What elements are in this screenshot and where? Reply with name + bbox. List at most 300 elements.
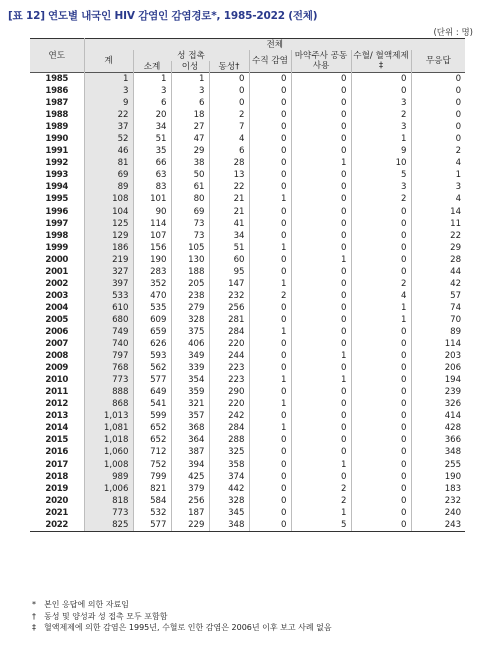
hiv-infection-route-table bbox=[30, 38, 465, 532]
unit-label: (단위 : 명) bbox=[433, 28, 473, 38]
value-cell: 1 bbox=[249, 374, 291, 386]
value-cell: 773 bbox=[84, 374, 133, 386]
value-cell: 21 bbox=[209, 206, 249, 218]
value-cell: 1 bbox=[249, 398, 291, 410]
value-cell: 205 bbox=[171, 278, 209, 290]
table-row bbox=[30, 254, 465, 266]
value-cell: 28 bbox=[411, 254, 465, 266]
value-cell: 156 bbox=[133, 242, 171, 254]
value-cell: 584 bbox=[133, 495, 171, 507]
value-cell: 0 bbox=[249, 266, 291, 278]
year-cell: 2011 bbox=[45, 387, 69, 398]
value-cell: 34 bbox=[133, 121, 171, 133]
value-cell: 577 bbox=[133, 374, 171, 386]
value-cell: 0 bbox=[291, 410, 351, 422]
value-cell: 1 bbox=[249, 193, 291, 205]
value-cell: 37 bbox=[84, 121, 133, 133]
value-cell: 114 bbox=[133, 218, 171, 230]
value-cell: 599 bbox=[133, 410, 171, 422]
value-cell: 0 bbox=[291, 230, 351, 242]
value-cell: 0 bbox=[291, 97, 351, 109]
year-cell: 1991 bbox=[45, 146, 69, 157]
header-sexual-contact: 성 접촉 bbox=[133, 50, 249, 61]
value-cell: 1,081 bbox=[84, 422, 133, 434]
value-cell: 188 bbox=[171, 266, 209, 278]
year-cell: 2012 bbox=[45, 399, 69, 410]
table-row bbox=[30, 242, 465, 254]
year-cell: 2003 bbox=[45, 290, 69, 301]
value-cell: 125 bbox=[84, 218, 133, 230]
table-row bbox=[30, 230, 465, 242]
value-cell: 0 bbox=[209, 73, 249, 86]
table-row bbox=[30, 386, 465, 398]
value-cell: 0 bbox=[249, 206, 291, 218]
value-cell: 712 bbox=[133, 446, 171, 458]
value-cell: 1 bbox=[133, 73, 171, 86]
value-cell: 0 bbox=[291, 121, 351, 133]
value-cell: 2 bbox=[249, 290, 291, 302]
year-cell: 2001 bbox=[45, 266, 69, 277]
year-cell: 1993 bbox=[45, 170, 69, 181]
year-cell: 1987 bbox=[45, 98, 69, 109]
value-cell: 6 bbox=[171, 97, 209, 109]
value-cell: 0 bbox=[411, 85, 465, 97]
value-cell: 1 bbox=[249, 278, 291, 290]
year-cell: 2002 bbox=[45, 278, 69, 289]
value-cell: 3 bbox=[133, 85, 171, 97]
value-cell: 818 bbox=[84, 495, 133, 507]
value-cell: 73 bbox=[171, 230, 209, 242]
value-cell: 2 bbox=[209, 109, 249, 121]
table-row bbox=[30, 410, 465, 422]
value-cell: 114 bbox=[411, 338, 465, 350]
footnote-mark: ‡ bbox=[32, 623, 36, 632]
value-cell: 288 bbox=[209, 434, 249, 446]
year-cell: 2010 bbox=[45, 375, 69, 386]
value-cell: 1 bbox=[249, 242, 291, 254]
table-row bbox=[30, 278, 465, 290]
value-cell: 442 bbox=[209, 483, 249, 495]
table-row bbox=[30, 169, 465, 181]
year-cell: 1992 bbox=[45, 158, 69, 169]
table-row bbox=[30, 338, 465, 350]
value-cell: 129 bbox=[84, 230, 133, 242]
value-cell: 0 bbox=[351, 242, 411, 254]
value-cell: 284 bbox=[209, 422, 249, 434]
value-cell: 0 bbox=[249, 85, 291, 97]
value-cell: 0 bbox=[249, 133, 291, 145]
value-cell: 1 bbox=[291, 350, 351, 362]
value-cell: 0 bbox=[249, 121, 291, 133]
year-cell: 1990 bbox=[45, 134, 69, 145]
value-cell: 1 bbox=[171, 73, 209, 86]
value-cell: 0 bbox=[351, 471, 411, 483]
value-cell: 29 bbox=[171, 145, 209, 157]
value-cell: 0 bbox=[291, 434, 351, 446]
value-cell: 1 bbox=[291, 254, 351, 266]
value-cell: 21 bbox=[209, 193, 249, 205]
table-row bbox=[30, 314, 465, 326]
value-cell: 1 bbox=[351, 133, 411, 145]
value-cell: 147 bbox=[209, 278, 249, 290]
value-cell: 593 bbox=[133, 350, 171, 362]
value-cell: 4 bbox=[209, 133, 249, 145]
value-cell: 0 bbox=[351, 483, 411, 495]
footnote bbox=[32, 622, 332, 634]
value-cell: 349 bbox=[171, 350, 209, 362]
value-cell: 326 bbox=[411, 398, 465, 410]
value-cell: 366 bbox=[411, 434, 465, 446]
value-cell: 425 bbox=[171, 471, 209, 483]
year-cell: 2020 bbox=[45, 495, 69, 506]
value-cell: 203 bbox=[411, 350, 465, 362]
value-cell: 183 bbox=[411, 483, 465, 495]
footnote-text: 혈액제제에 의한 감염은 1995년, 수혈로 인한 감염은 2006년 이후 보고 사례 없음 bbox=[44, 623, 332, 632]
value-cell: 0 bbox=[351, 230, 411, 242]
table-row bbox=[30, 519, 465, 532]
value-cell: 220 bbox=[209, 398, 249, 410]
value-cell: 364 bbox=[171, 434, 209, 446]
value-cell: 773 bbox=[84, 507, 133, 519]
value-cell: 0 bbox=[249, 157, 291, 169]
value-cell: 51 bbox=[133, 133, 171, 145]
value-cell: 0 bbox=[291, 314, 351, 326]
value-cell: 1,006 bbox=[84, 483, 133, 495]
value-cell: 57 bbox=[411, 290, 465, 302]
value-cell: 0 bbox=[351, 73, 411, 86]
value-cell: 414 bbox=[411, 410, 465, 422]
year-cell: 2004 bbox=[45, 302, 69, 313]
value-cell: 66 bbox=[133, 157, 171, 169]
year-cell: 2005 bbox=[45, 314, 69, 325]
value-cell: 1 bbox=[411, 169, 465, 181]
value-cell: 255 bbox=[411, 459, 465, 471]
value-cell: 562 bbox=[133, 362, 171, 374]
value-cell: 0 bbox=[291, 109, 351, 121]
value-cell: 27 bbox=[171, 121, 209, 133]
value-cell: 50 bbox=[171, 169, 209, 181]
value-cell: 284 bbox=[209, 326, 249, 338]
value-cell: 0 bbox=[351, 386, 411, 398]
value-cell: 0 bbox=[351, 266, 411, 278]
footnote-text: 본인 응답에 의한 자료임 bbox=[44, 600, 129, 609]
value-cell: 0 bbox=[249, 109, 291, 121]
year-cell: 2006 bbox=[45, 327, 69, 337]
value-cell: 1 bbox=[291, 374, 351, 386]
table-row bbox=[30, 350, 465, 362]
value-cell: 652 bbox=[133, 422, 171, 434]
header-blood: 수혈/ 혈액제제‡ bbox=[351, 50, 411, 73]
year-cell: 2015 bbox=[45, 435, 69, 446]
value-cell: 232 bbox=[209, 290, 249, 302]
value-cell: 328 bbox=[209, 495, 249, 507]
value-cell: 190 bbox=[411, 471, 465, 483]
value-cell: 0 bbox=[249, 169, 291, 181]
value-cell: 6 bbox=[133, 97, 171, 109]
value-cell: 0 bbox=[249, 362, 291, 374]
value-cell: 379 bbox=[171, 483, 209, 495]
value-cell: 0 bbox=[249, 230, 291, 242]
value-cell: 220 bbox=[209, 338, 249, 350]
year-cell: 2009 bbox=[45, 363, 69, 374]
value-cell: 74 bbox=[411, 302, 465, 314]
value-cell: 223 bbox=[209, 374, 249, 386]
value-cell: 0 bbox=[291, 338, 351, 350]
value-cell: 0 bbox=[209, 97, 249, 109]
year-cell: 2007 bbox=[45, 339, 69, 350]
value-cell: 2 bbox=[291, 495, 351, 507]
value-cell: 51 bbox=[209, 242, 249, 254]
table-row bbox=[30, 206, 465, 218]
value-cell: 0 bbox=[411, 121, 465, 133]
value-cell: 1,060 bbox=[84, 446, 133, 458]
table-row bbox=[30, 362, 465, 374]
footnotes bbox=[32, 599, 332, 634]
value-cell: 101 bbox=[133, 193, 171, 205]
table-row bbox=[30, 121, 465, 133]
year-cell: 1995 bbox=[45, 194, 69, 205]
value-cell: 206 bbox=[411, 362, 465, 374]
table-row bbox=[30, 302, 465, 314]
table-row bbox=[30, 181, 465, 193]
value-cell: 22 bbox=[84, 109, 133, 121]
header-vertical: 수직 감염 bbox=[249, 50, 291, 73]
year-cell: 1994 bbox=[45, 182, 69, 193]
value-cell: 70 bbox=[411, 314, 465, 326]
table-row bbox=[30, 266, 465, 278]
value-cell: 22 bbox=[209, 181, 249, 193]
value-cell: 0 bbox=[249, 314, 291, 326]
value-cell: 0 bbox=[291, 266, 351, 278]
table-row bbox=[30, 459, 465, 471]
table-row bbox=[30, 193, 465, 205]
value-cell: 3 bbox=[84, 85, 133, 97]
value-cell: 0 bbox=[249, 459, 291, 471]
value-cell: 328 bbox=[171, 314, 209, 326]
value-cell: 352 bbox=[133, 278, 171, 290]
value-cell: 190 bbox=[133, 254, 171, 266]
table-row bbox=[30, 483, 465, 495]
value-cell: 243 bbox=[411, 519, 465, 532]
value-cell: 358 bbox=[209, 459, 249, 471]
value-cell: 797 bbox=[84, 350, 133, 362]
value-cell: 281 bbox=[209, 314, 249, 326]
value-cell: 0 bbox=[249, 350, 291, 362]
value-cell: 0 bbox=[249, 386, 291, 398]
table-row bbox=[30, 398, 465, 410]
value-cell: 0 bbox=[351, 446, 411, 458]
value-cell: 0 bbox=[351, 398, 411, 410]
value-cell: 0 bbox=[291, 422, 351, 434]
value-cell: 4 bbox=[411, 193, 465, 205]
table-row bbox=[30, 85, 465, 97]
value-cell: 9 bbox=[351, 145, 411, 157]
value-cell: 0 bbox=[351, 519, 411, 532]
value-cell: 69 bbox=[84, 169, 133, 181]
table-row bbox=[30, 326, 465, 338]
value-cell: 0 bbox=[291, 193, 351, 205]
value-cell: 428 bbox=[411, 422, 465, 434]
table-row bbox=[30, 109, 465, 121]
value-cell: 2 bbox=[351, 109, 411, 121]
value-cell: 256 bbox=[209, 302, 249, 314]
value-cell: 279 bbox=[171, 302, 209, 314]
value-cell: 0 bbox=[291, 181, 351, 193]
value-cell: 0 bbox=[291, 169, 351, 181]
value-cell: 81 bbox=[84, 157, 133, 169]
value-cell: 868 bbox=[84, 398, 133, 410]
value-cell: 1,013 bbox=[84, 410, 133, 422]
table-row bbox=[30, 290, 465, 302]
value-cell: 680 bbox=[84, 314, 133, 326]
header-total-group: 전체 bbox=[84, 39, 465, 51]
value-cell: 60 bbox=[209, 254, 249, 266]
value-cell: 89 bbox=[84, 181, 133, 193]
value-cell: 69 bbox=[171, 206, 209, 218]
value-cell: 348 bbox=[209, 519, 249, 532]
value-cell: 0 bbox=[351, 206, 411, 218]
value-cell: 242 bbox=[209, 410, 249, 422]
value-cell: 1 bbox=[291, 459, 351, 471]
year-cell: 2017 bbox=[45, 459, 69, 470]
value-cell: 130 bbox=[171, 254, 209, 266]
value-cell: 35 bbox=[133, 145, 171, 157]
value-cell: 325 bbox=[209, 446, 249, 458]
value-cell: 0 bbox=[249, 302, 291, 314]
table-row bbox=[30, 157, 465, 169]
footnote bbox=[32, 599, 332, 611]
value-cell: 0 bbox=[411, 109, 465, 121]
value-cell: 1 bbox=[291, 157, 351, 169]
value-cell: 238 bbox=[171, 290, 209, 302]
value-cell: 1 bbox=[351, 314, 411, 326]
value-cell: 0 bbox=[351, 495, 411, 507]
value-cell: 0 bbox=[291, 242, 351, 254]
value-cell: 888 bbox=[84, 386, 133, 398]
header-year: 연도 bbox=[30, 39, 84, 73]
value-cell: 22 bbox=[411, 230, 465, 242]
value-cell: 1 bbox=[84, 73, 133, 86]
value-cell: 2 bbox=[351, 278, 411, 290]
header-drug: 마약주사 공동사용 bbox=[291, 50, 351, 73]
header-no-response: 무응답 bbox=[411, 50, 465, 73]
value-cell: 219 bbox=[84, 254, 133, 266]
year-cell: 1988 bbox=[45, 110, 69, 121]
value-cell: 3 bbox=[351, 181, 411, 193]
value-cell: 104 bbox=[84, 206, 133, 218]
year-cell: 2014 bbox=[45, 423, 69, 434]
year-cell: 2018 bbox=[45, 471, 69, 482]
year-cell: 2016 bbox=[45, 447, 69, 458]
value-cell: 194 bbox=[411, 374, 465, 386]
value-cell: 73 bbox=[171, 218, 209, 230]
value-cell: 1,008 bbox=[84, 459, 133, 471]
value-cell: 397 bbox=[84, 278, 133, 290]
value-cell: 47 bbox=[171, 133, 209, 145]
value-cell: 5 bbox=[351, 169, 411, 181]
value-cell: 740 bbox=[84, 338, 133, 350]
value-cell: 0 bbox=[249, 519, 291, 532]
value-cell: 0 bbox=[249, 338, 291, 350]
value-cell: 348 bbox=[411, 446, 465, 458]
value-cell: 1 bbox=[249, 326, 291, 338]
table-row bbox=[30, 471, 465, 483]
value-cell: 0 bbox=[351, 422, 411, 434]
year-cell: 1986 bbox=[45, 86, 69, 97]
value-cell: 0 bbox=[351, 374, 411, 386]
value-cell: 61 bbox=[171, 181, 209, 193]
value-cell: 0 bbox=[291, 326, 351, 338]
value-cell: 2 bbox=[411, 145, 465, 157]
value-cell: 652 bbox=[133, 434, 171, 446]
value-cell: 7 bbox=[209, 121, 249, 133]
value-cell: 240 bbox=[411, 507, 465, 519]
value-cell: 0 bbox=[249, 507, 291, 519]
value-cell: 989 bbox=[84, 471, 133, 483]
value-cell: 256 bbox=[171, 495, 209, 507]
value-cell: 0 bbox=[351, 362, 411, 374]
header-total: 계 bbox=[84, 50, 133, 73]
value-cell: 5 bbox=[291, 519, 351, 532]
value-cell: 345 bbox=[209, 507, 249, 519]
year-cell: 2021 bbox=[45, 507, 69, 518]
table-row bbox=[30, 133, 465, 145]
value-cell: 290 bbox=[209, 386, 249, 398]
value-cell: 0 bbox=[291, 386, 351, 398]
table-row bbox=[30, 218, 465, 230]
value-cell: 0 bbox=[411, 73, 465, 86]
value-cell: 541 bbox=[133, 398, 171, 410]
value-cell: 232 bbox=[411, 495, 465, 507]
value-cell: 0 bbox=[351, 218, 411, 230]
value-cell: 0 bbox=[291, 145, 351, 157]
value-cell: 187 bbox=[171, 507, 209, 519]
value-cell: 0 bbox=[209, 85, 249, 97]
value-cell: 9 bbox=[84, 97, 133, 109]
value-cell: 229 bbox=[171, 519, 209, 532]
value-cell: 0 bbox=[291, 73, 351, 86]
value-cell: 532 bbox=[133, 507, 171, 519]
value-cell: 42 bbox=[411, 278, 465, 290]
table-caption: 연도별 내국인 HIV 감염인 감염경로*, 1985-2022 (전체) bbox=[47, 10, 318, 22]
value-cell: 0 bbox=[351, 459, 411, 471]
value-cell: 533 bbox=[84, 290, 133, 302]
value-cell: 83 bbox=[133, 181, 171, 193]
footnote-text: 동성 및 양성과 성 접촉 모두 포함함 bbox=[44, 611, 168, 621]
value-cell: 0 bbox=[291, 290, 351, 302]
year-cell: 1996 bbox=[45, 206, 69, 217]
value-cell: 0 bbox=[291, 206, 351, 218]
value-cell: 2 bbox=[351, 193, 411, 205]
value-cell: 95 bbox=[209, 266, 249, 278]
value-cell: 3 bbox=[171, 85, 209, 97]
value-cell: 10 bbox=[351, 157, 411, 169]
year-cell: 1998 bbox=[45, 230, 69, 241]
value-cell: 610 bbox=[84, 302, 133, 314]
value-cell: 339 bbox=[171, 362, 209, 374]
value-cell: 626 bbox=[133, 338, 171, 350]
value-cell: 108 bbox=[84, 193, 133, 205]
year-cell: 2019 bbox=[45, 483, 69, 494]
table-row bbox=[30, 97, 465, 109]
year-cell: 2000 bbox=[45, 254, 69, 265]
value-cell: 0 bbox=[291, 278, 351, 290]
value-cell: 321 bbox=[171, 398, 209, 410]
value-cell: 1 bbox=[249, 422, 291, 434]
value-cell: 0 bbox=[291, 302, 351, 314]
value-cell: 20 bbox=[133, 109, 171, 121]
value-cell: 6 bbox=[209, 145, 249, 157]
